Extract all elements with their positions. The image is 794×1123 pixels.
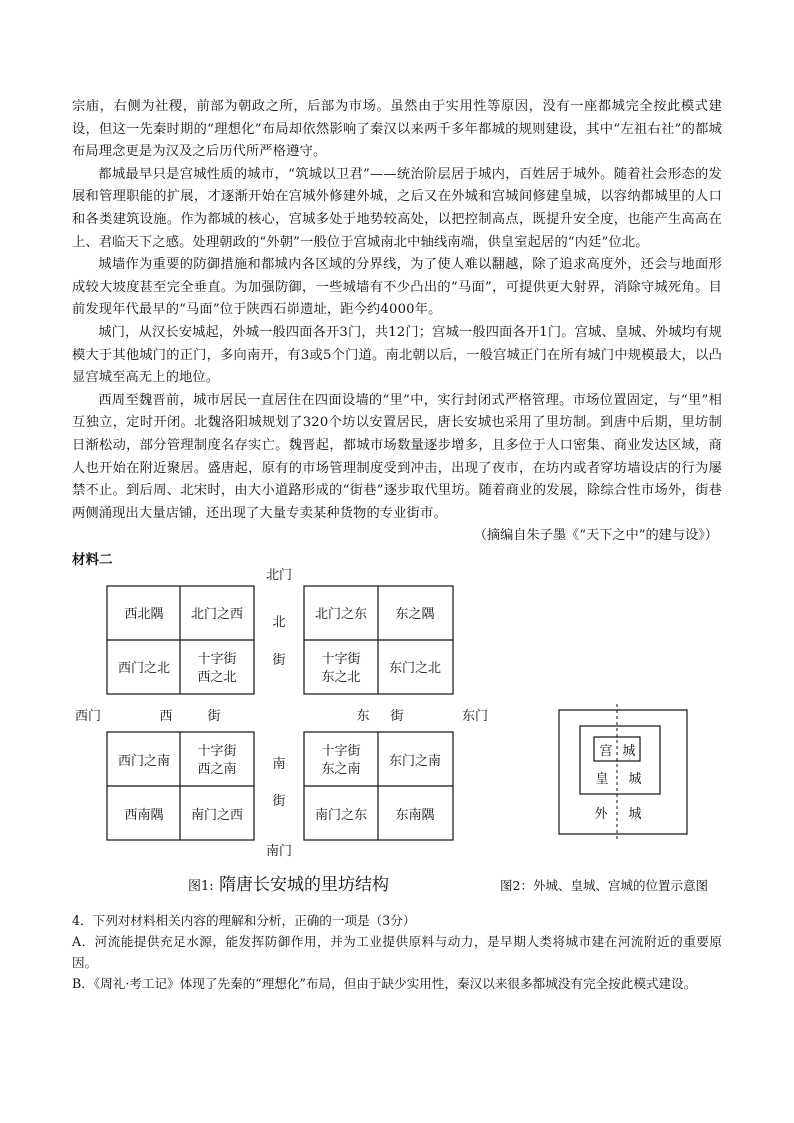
cell-se-corner: 东南隅 xyxy=(395,808,435,823)
question-4-stem: 4．下列对材料相关内容的理解和分析，正确的一项是（3分） xyxy=(72,913,416,928)
label-south-street-1: 南 xyxy=(272,757,286,772)
material-two-label: 材料二 xyxy=(72,552,113,568)
passage-paragraph-3: 城墙作为重要的防御措施和都城内各区域的分界线，为了使人难以翻越，除了追求高度外，还会与地面形成较大坡度甚至完全垂直。为加强防御，一些城墙有不少凸出的“马面”，可提供更大射界，消除守城死角。目前发现年代最早的“马面”位于陕西石峁遗址，距今约4000年。 xyxy=(72,257,722,318)
label-north-street-2: 街 xyxy=(272,653,286,668)
cell-nw-corner: 西北隅 xyxy=(124,607,164,622)
question-4-option-b: B．《周礼·考工记》体现了先秦的“理想化”布局，但由于缺少实用性，秦汉以来很多都城没有完全按此模式建设。 xyxy=(72,976,697,991)
figure-1-caption xyxy=(188,870,389,895)
label-imperial-1: 皇 xyxy=(595,772,609,787)
cell-crossroad-east-south-1: 十字街 xyxy=(321,744,361,759)
cell-crossroad-east-north-1: 十字街 xyxy=(321,652,361,667)
cell-north-gate-east: 北门之东 xyxy=(314,607,368,622)
cell-crossroad-east-south-2: 东之南 xyxy=(321,762,361,777)
passage-paragraph-2: 都城最早只是宫城性质的城市，“筑城以卫君”——统治阶层居于城内，百姓居于城外。随着社会形态的发展和管理职能的扩展，才逐渐开始在宫城外修建外城，之后又在外城和宫城间修建皇城，以容纳都城里的人口和各类建筑设施。作为都城的核心，宫城多处于地势较高处，以把控制高点，既提升安全度，也能产生高高在上、君临天下之感。处理朝政的“外朝”一般位于宫城南北中轴线南端，供皇室起居的“内廷”位北。 xyxy=(72,166,722,250)
label-north-gate: 北门 xyxy=(265,568,293,583)
label-west-street-1: 西 xyxy=(159,709,173,724)
cell-east-gate-south: 东门之南 xyxy=(388,754,442,769)
cell-west-gate-north: 西门之北 xyxy=(117,661,171,676)
reading-passage xyxy=(72,96,722,548)
label-north-street-1: 北 xyxy=(272,615,286,630)
cell-west-gate-south: 西门之南 xyxy=(117,754,171,769)
label-south-gate: 南门 xyxy=(265,844,293,859)
label-palace-1: 宫 xyxy=(599,744,613,759)
figure-2-caption: 图2：外城、皇城、宫城的位置示意图 xyxy=(500,878,708,893)
cell-crossroad-east-north-2: 东之北 xyxy=(321,670,361,685)
cell-south-gate-west: 南门之西 xyxy=(190,808,244,823)
cell-crossroad-west-north-1: 十字街 xyxy=(197,652,237,667)
cell-east-corner: 东之隅 xyxy=(395,607,435,622)
imperial-city-wall xyxy=(580,726,660,794)
cell-sw-corner: 西南隅 xyxy=(124,808,164,823)
figure-2-city-layout-diagram xyxy=(555,704,695,844)
label-palace-2: 城 xyxy=(622,744,636,759)
label-east-street-2: 街 xyxy=(390,709,404,724)
question-4-option-a: A．河流能提供充足水源，能发挥防御作用，并为工业提供原料与动力，是早期人类将城市建在河流附近的重要原因。 xyxy=(72,934,722,970)
passage-paragraph-5: 西周至魏晋前，城市居民一直居住在四面设墙的“里”中，实行封闭式严格管理。市场位置固定，与“里”相互独立，定时开闭。北魏洛阳城规划了320个坊以安置居民，唐长安城也采用了里坊制。到唐中后期，里坊制日渐松动，部分管理制度名存实亡。魏晋起，都城市场数量逐步增多，且多位于人口密集、商业发达区域，商人也开始在附近聚居。盛唐起，原有的市场管理制度受到冲击，出现了夜市，在坊内或者穿坊墙设店的行为屡禁不止。到后周、北宋时，由大小道路形成的“街巷”逐步取代里坊。随着商业的发展，除综合性市场外，街巷两侧涌现出大量店铺，还出现了大量专卖某种货物的专业街市。 xyxy=(72,392,722,521)
label-imperial-2: 城 xyxy=(628,772,642,787)
label-east-gate: 东门 xyxy=(461,709,489,724)
passage-paragraph-1: 宗庙，右侧为社稷，前部为朝政之所，后部为市场。虽然由于实用性等原因，没有一座都城完全按此模式建设，但这一先秦时期的“理想化”布局却依然影响了秦汉以来两千多年都城的规则建设，其中“左祖右社”的都城布局理念更是为汉及之后历代所严格遵守。 xyxy=(72,99,722,160)
cell-south-gate-east: 南门之东 xyxy=(314,808,368,823)
label-west-street-2: 街 xyxy=(207,709,221,724)
outer-city-wall xyxy=(559,710,687,834)
cell-crossroad-west-north-2: 西之北 xyxy=(197,670,237,685)
cell-crossroad-west-south-2: 西之南 xyxy=(197,762,237,777)
passage-citation: （摘编自朱子墨《“天下之中”的建与设》） xyxy=(473,528,718,544)
passage-paragraph-4: 城门，从汉长安城起，外城一般四面各开3门，共12门；宫城一般四面各开1门。宫城、皇城、外城均有规模大于其他城门的正门，多向南开，有3或5个门道。南北朝以后，一般宫城正门在所有城门中规模最大，以凸显宫城至高无上的地位。 xyxy=(72,324,722,386)
cell-north-gate-west: 北门之西 xyxy=(190,607,244,622)
label-west-gate: 西门 xyxy=(74,709,102,724)
figure-1-caption-prefix: 图1: xyxy=(188,879,214,894)
cell-east-gate-north: 东门之北 xyxy=(388,661,442,676)
label-east-street-1: 东 xyxy=(356,709,370,724)
label-outer-2: 城 xyxy=(628,807,642,822)
question-block xyxy=(72,910,722,994)
cell-crossroad-west-south-1: 十字街 xyxy=(197,744,237,759)
figure-1-caption-title: 隋唐长安城的里坊结构 xyxy=(219,875,390,895)
label-outer-1: 外 xyxy=(594,807,608,822)
label-south-street-2: 街 xyxy=(272,794,286,809)
figure-1-lifang-diagram xyxy=(60,562,500,862)
